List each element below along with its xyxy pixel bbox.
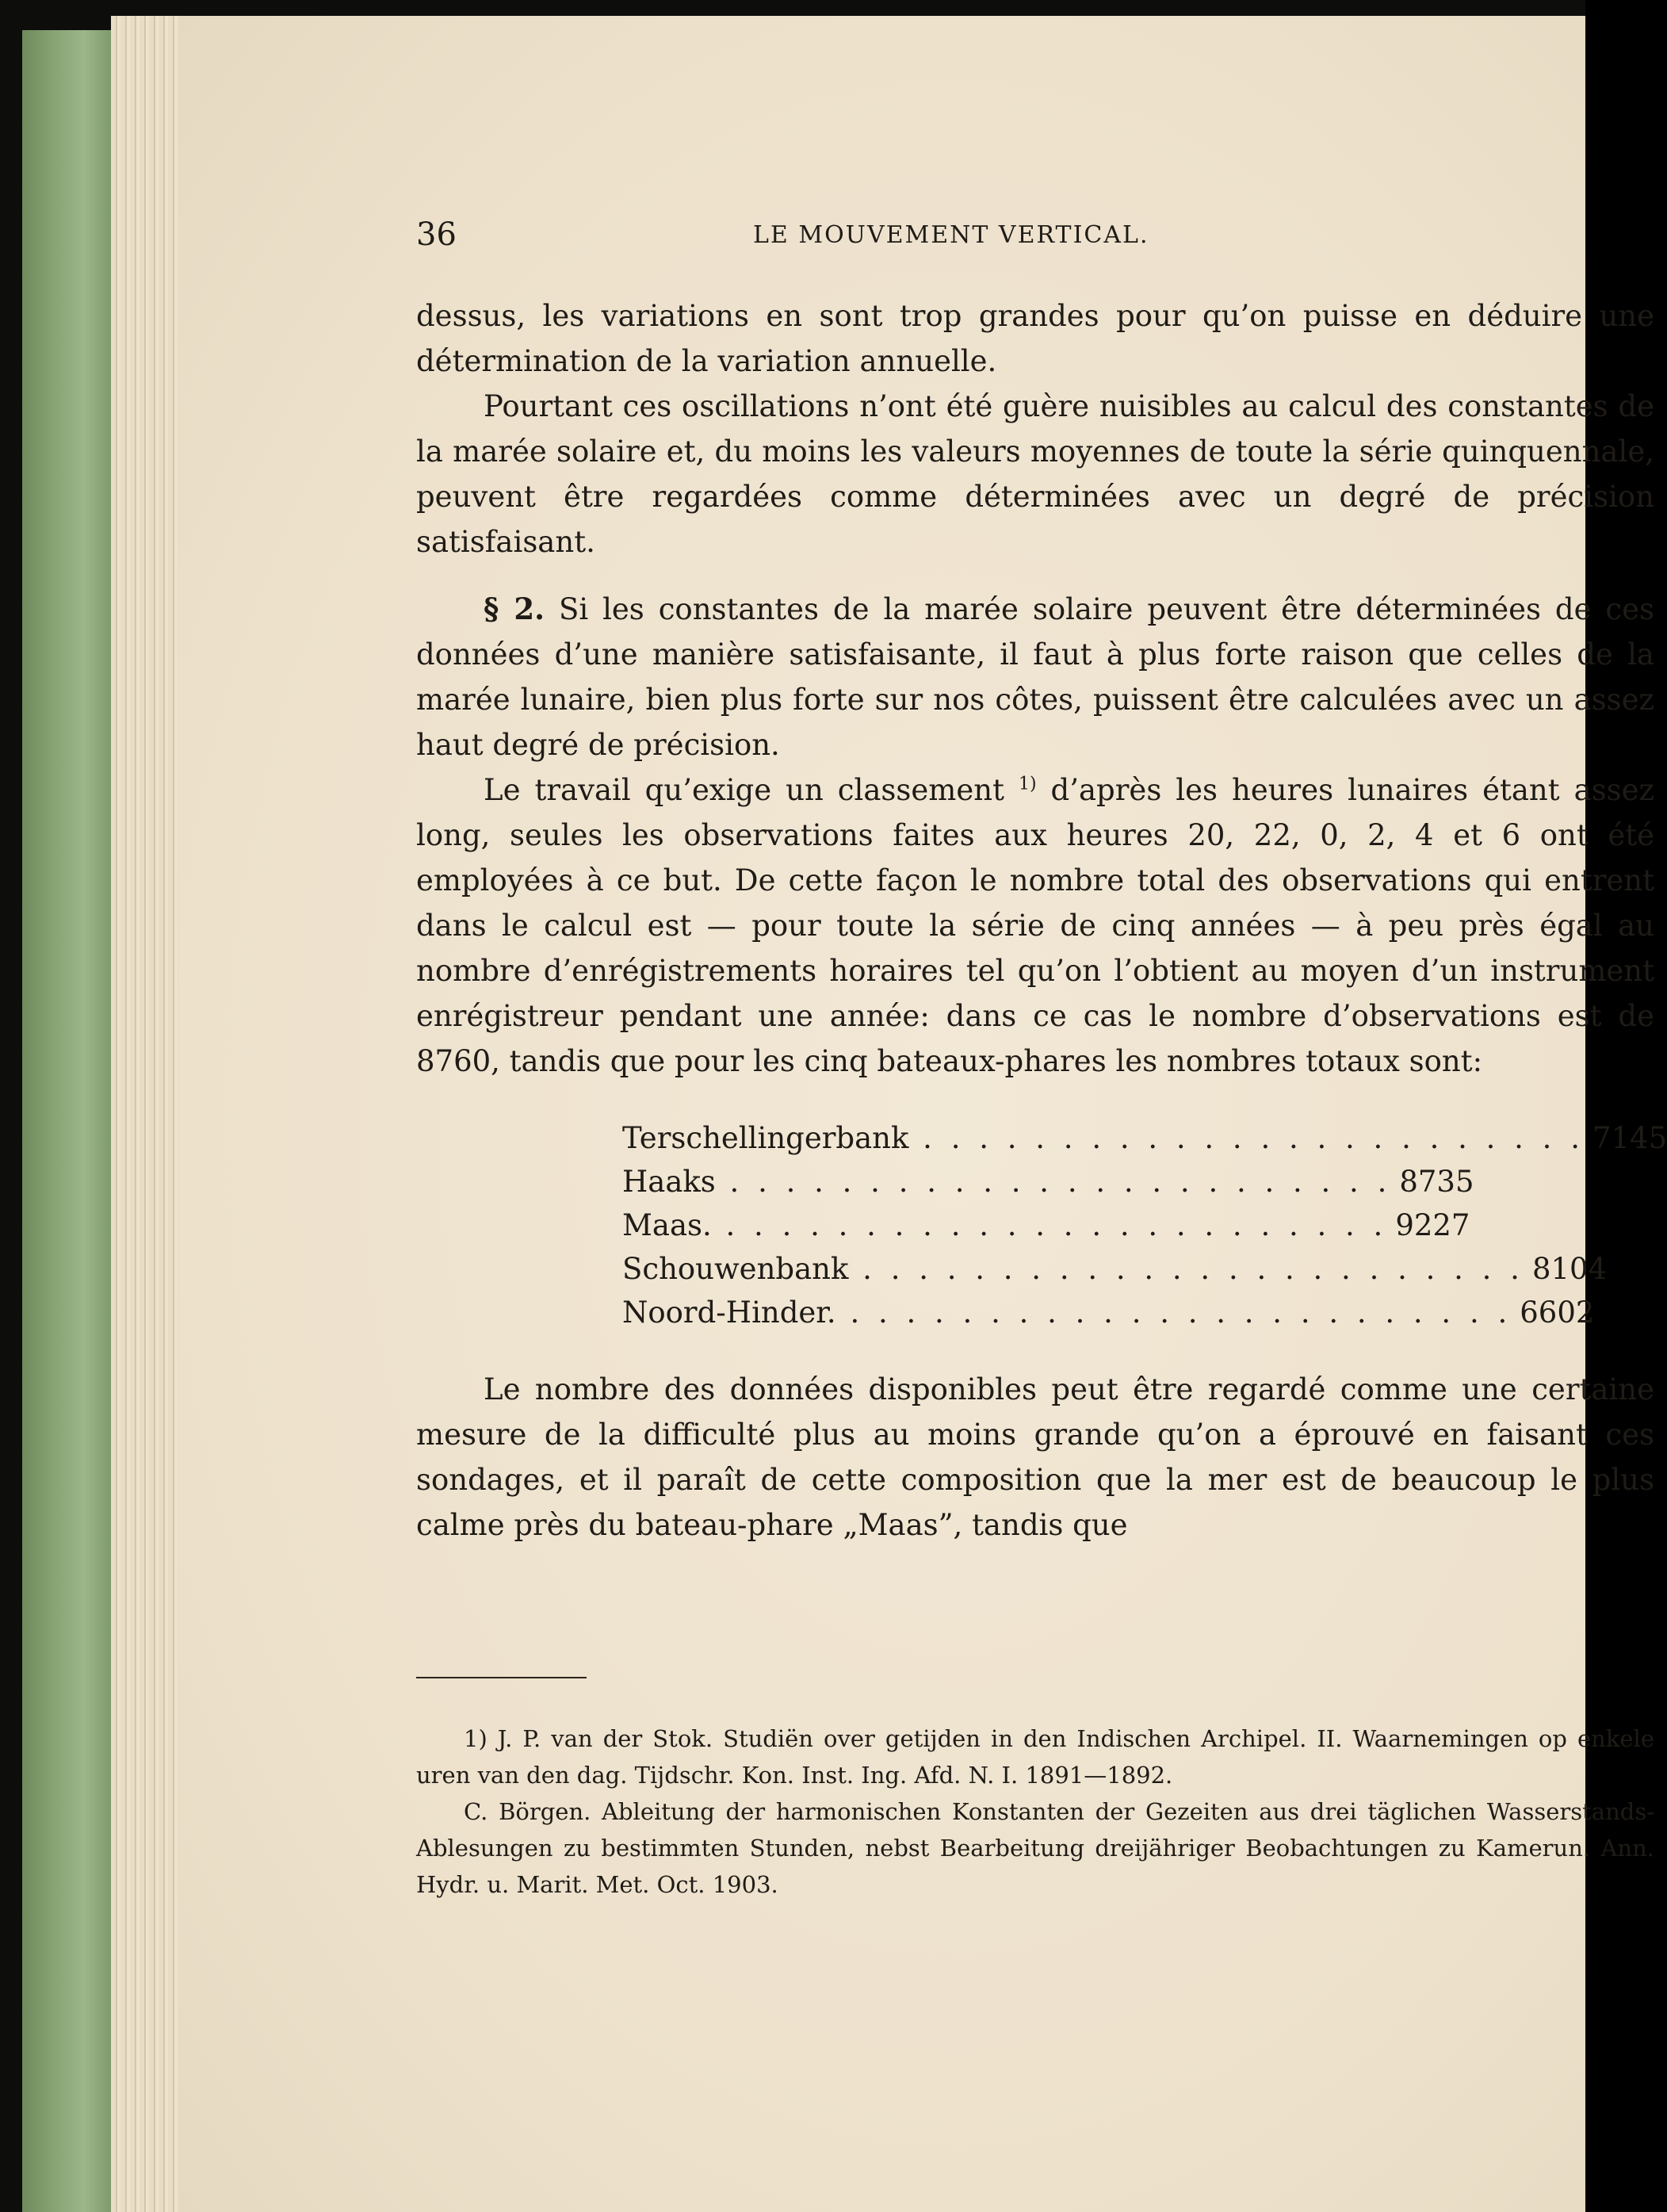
running-head [178,216,1585,264]
observation-count: 8735 [1399,1165,1474,1199]
paragraph-classement [416,767,1654,1084]
body-text [416,293,1667,1548]
footnote-ref: 1) [1018,774,1037,794]
table-row [622,1203,1470,1246]
footnote-1: 1) J. P. van der Stok. Studiën over getijden in den Indischen Archipel. II. Waarnemingen op enkele uren van den dag. Tijdschr. Kon. Inst. Ing. Afd. N. I. 1891—1892. [416,1725,1654,1789]
lightship-name: Maas. . . . [622,1203,1387,1248]
table-row [622,1290,1595,1334]
paragraph-2: Pourtant ces oscillations n’ont été guère nuisibles au calcul des constantes de la marée solaire et, du moins les valeurs moyennes de toute la série quinquennale, peuvent être regardées comme déterminées avec un degré de précision satisfaisant. [416,389,1654,559]
paragraph-final: Le nombre des données disponibles peut être regardé comme une certaine mesure de la difficulté plus au moins grande qu’on a éprouvé en faisant ces sondages, et il paraît de cette composition que la mer est de beaucoup le plus calme près du bateau-phare „Maas”, tandis que [416,1372,1654,1542]
observation-count: 6602 [1520,1295,1595,1330]
paragraph-1: dessus, les variations en sont trop grandes pour qu’on puisse en déduire une détermination de la variation annuelle. [416,299,1654,378]
observation-count: 9227 [1395,1208,1470,1242]
footnote-rule [416,1677,587,1678]
table-row [622,1116,1667,1159]
lightship-table [622,1116,1667,1334]
observation-count: 8104 [1531,1252,1608,1286]
table-row [622,1246,1608,1290]
page-number: 36 [416,216,457,253]
lightship-name: Schouwenbank . . . [622,1246,1524,1292]
footnotes [416,1720,1654,1903]
observation-count: 7145 [1592,1121,1667,1155]
classement-before: Le travail qu’exige un classement [484,773,1004,807]
section-paragraph [416,587,1654,767]
classement-after: d’après les heures lunaires étant assez long, seules les observations faites aux heures 20, 22, 0, 2, 4 et 6 ont été employées à ce but. De cette façon le nombre total des observations qui entrent dans le calcul est — pour toute la série de cinq années — à peu près égal au nombre d’enrégistrements horaires tel qu’on l’obtient au moyen d’un instrument enrégistreur pendant une année: dans ce cas le nombre d’observations est de 8760, tandis que pour les cinq bateaux-phares les nombres totaux sont: [416,773,1654,1078]
lightship-name: Haaks . . . [622,1159,1391,1204]
running-title: LE MOUVEMENT VERTICAL. [753,221,1149,249]
lightship-name: Terschellingerbank . . . [622,1116,1585,1161]
page [178,16,1667,2212]
lightship-name: Noord-Hinder. . . . [622,1290,1512,1335]
footnote-2: C. Börgen. Ableitung der harmonischen Konstanten der Gezeiten aus drei täglichen Wasserstands-Ablesungen zu bestimmten Stunden, nebst Bearbeitung dreijähriger Beobachtungen zu Kamerun. Ann. Hydr. u. Marit. Met. Oct. 1903. [416,1798,1654,1898]
section-mark: § 2. [484,591,545,626]
table-row [622,1159,1474,1203]
page-edges [111,16,182,2212]
book-spine [22,30,111,2212]
section-text: Si les constantes de la marée solaire peuvent être déterminées de ces données d’une manière satisfaisante, il faut à plus forte raison que celles de la marée lunaire, bien plus forte sur nos côtes, puissent être calculées avec un assez haut degré de précision. [416,592,1655,762]
